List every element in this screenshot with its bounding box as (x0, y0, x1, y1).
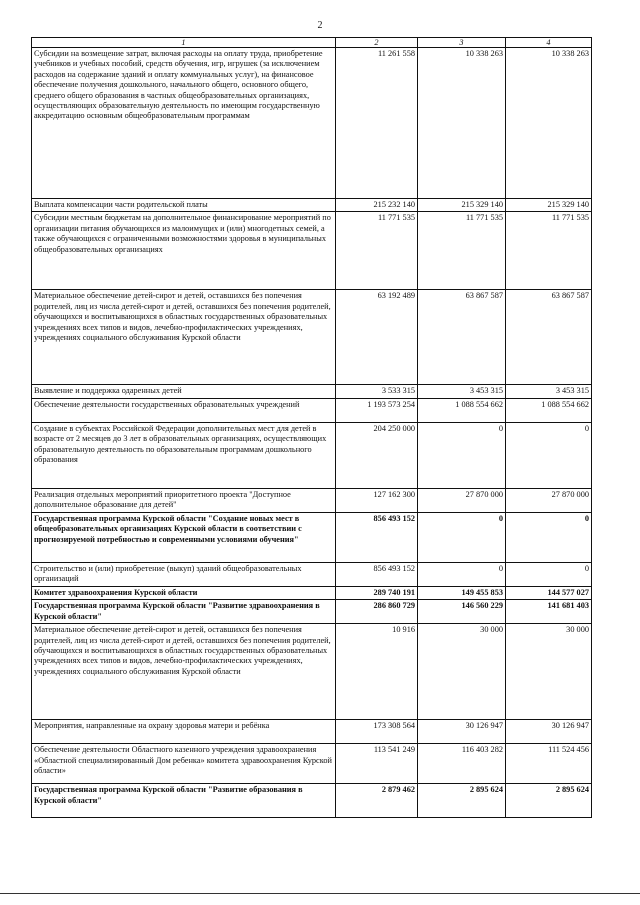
table-row (32, 385, 592, 398)
row-value-2: 173 308 564 (336, 720, 418, 744)
row-value-2: 289 740 191 (336, 586, 418, 599)
row-value-2: 215 232 140 (336, 199, 418, 212)
header-col-4: 4 (506, 38, 592, 48)
table-row (32, 512, 592, 562)
row-value-3: 11 771 535 (418, 212, 506, 290)
header-col-1: 1 (32, 38, 336, 48)
row-value-2: 2 879 462 (336, 784, 418, 818)
row-label: Реализация отдельных мероприятий приоритетного проекта "Доступное дополнительное образование для детей" (32, 488, 336, 512)
row-value-3: 149 455 853 (418, 586, 506, 599)
row-value-2: 127 162 300 (336, 488, 418, 512)
table-row (32, 586, 592, 599)
table-row (32, 600, 592, 624)
table-row (32, 784, 592, 818)
row-label: Субсидии на возмещение затрат, включая расходы на оплату труда, приобретение учебников и учебных пособий, средств обучения, игр, игрушек (за исключением расходов на содержание зданий и оплату коммунальных услуг), на финансовое обеспечение получения дошкольного, начального общего, основного общего, среднего общего образования в частных общеобразовательных организациях, осуществляющих образовательную деятельность по имеющим государственную аккредитацию основным общеобразовательным программам (32, 48, 336, 199)
row-value-2: 113 541 249 (336, 744, 418, 784)
row-value-2: 856 493 152 (336, 512, 418, 562)
row-value-4: 0 (506, 512, 592, 562)
row-value-2: 856 493 152 (336, 562, 418, 586)
table-header-row (32, 38, 592, 48)
row-label: Строительство и (или) приобретение (выкуп) зданий общеобразовательных организаций (32, 562, 336, 586)
row-label: Комитет здравоохранения Курской области (32, 586, 336, 599)
row-value-4: 1 088 554 662 (506, 398, 592, 422)
row-value-3: 2 895 624 (418, 784, 506, 818)
budget-table (31, 37, 592, 818)
row-value-3: 116 403 282 (418, 744, 506, 784)
row-value-2: 11 771 535 (336, 212, 418, 290)
table-row (32, 720, 592, 744)
row-value-3: 0 (418, 512, 506, 562)
table-row (32, 422, 592, 488)
row-value-4: 0 (506, 422, 592, 488)
row-label: Обеспечение деятельности государственных образовательных учреждений (32, 398, 336, 422)
row-value-3: 3 453 315 (418, 385, 506, 398)
row-label: Государственная программа Курской области "Развитие образования в Курской области" (32, 784, 336, 818)
row-label: Материальное обеспечение детей-сирот и детей, оставшихся без попечения родителей, лиц из числа детей-сирот и детей, оставшихся без попечения родителей, обучающихся и воспитывающихся в областных государственных образовательных учреждениях всех типов и видов, лечебно-профилактических учреждениях, учреждениях социального обслуживания Курской области (32, 290, 336, 385)
row-label: Выявление и поддержка одаренных детей (32, 385, 336, 398)
row-value-3: 10 338 263 (418, 48, 506, 199)
page-bottom-rule (0, 893, 640, 894)
row-value-2: 11 261 558 (336, 48, 418, 199)
row-value-3: 0 (418, 422, 506, 488)
row-value-4: 144 577 027 (506, 586, 592, 599)
header-col-2: 2 (336, 38, 418, 48)
row-value-3: 1 088 554 662 (418, 398, 506, 422)
table-row (32, 624, 592, 720)
row-label: Выплата компенсации части родительской платы (32, 199, 336, 212)
row-value-4: 2 895 624 (506, 784, 592, 818)
header-col-3: 3 (418, 38, 506, 48)
row-value-4: 3 453 315 (506, 385, 592, 398)
row-label: Создание в субъектах Российской Федерации дополнительных мест для детей в возрасте от 2 месяцев до 3 лет в образовательных организациях, осуществляющих образовательную деятельность по образовательным программам дошкольного образования (32, 422, 336, 488)
row-value-2: 10 916 (336, 624, 418, 720)
row-value-3: 215 329 140 (418, 199, 506, 212)
row-value-2: 286 860 729 (336, 600, 418, 624)
table-row (32, 48, 592, 199)
row-value-3: 30 126 947 (418, 720, 506, 744)
page-number: 2 (317, 20, 323, 31)
row-label: Мероприятия, направленные на охрану здоровья матери и ребёнка (32, 720, 336, 744)
row-value-4: 30 126 947 (506, 720, 592, 744)
row-value-4: 30 000 (506, 624, 592, 720)
row-value-4: 111 524 456 (506, 744, 592, 784)
row-value-4: 10 338 263 (506, 48, 592, 199)
row-value-4: 141 681 403 (506, 600, 592, 624)
table-row (32, 199, 592, 212)
table-row (32, 488, 592, 512)
row-value-3: 30 000 (418, 624, 506, 720)
row-value-4: 63 867 587 (506, 290, 592, 385)
row-value-2: 204 250 000 (336, 422, 418, 488)
row-value-4: 11 771 535 (506, 212, 592, 290)
row-value-2: 1 193 573 254 (336, 398, 418, 422)
row-value-4: 0 (506, 562, 592, 586)
row-value-4: 215 329 140 (506, 199, 592, 212)
row-value-2: 3 533 315 (336, 385, 418, 398)
table-row (32, 562, 592, 586)
row-value-3: 146 560 229 (418, 600, 506, 624)
row-value-3: 0 (418, 562, 506, 586)
table-row (32, 290, 592, 385)
table-row (32, 212, 592, 290)
row-value-3: 27 870 000 (418, 488, 506, 512)
table-row (32, 398, 592, 422)
row-label: Субсидии местным бюджетам на дополнительное финансирование мероприятий по организации питания обучающихся из малоимущих и (или) многодетных семей, а также обучающихся с ограниченными возможностями здоровья в муниципальных общеобразовательных организациях (32, 212, 336, 290)
row-value-4: 27 870 000 (506, 488, 592, 512)
row-label: Материальное обеспечение детей-сирот и детей, оставшихся без попечения родителей, лиц из числа детей-сирот и детей, оставшихся без попечения родителей, обучающихся и воспитывающихся в областных государственных образовательных учреждениях всех типов и видов, лечебно-профилактических учреждениях, учреждениях социального обслуживания Курской области (32, 624, 336, 720)
row-label: Государственная программа Курской области "Развитие здравоохранения в Курской области" (32, 600, 336, 624)
row-label: Обеспечение деятельности Областного казенного учреждения здравоохранения «Областной специализированный Дом ребенка» комитета здравоохранения Курской области» (32, 744, 336, 784)
table-row (32, 744, 592, 784)
row-value-3: 63 867 587 (418, 290, 506, 385)
row-label: Государственная программа Курской области "Создание новых мест в общеобразовательных организациях Курской области в соответствии с прогнозируемой потребностью и современными условиями обучения" (32, 512, 336, 562)
row-value-2: 63 192 489 (336, 290, 418, 385)
